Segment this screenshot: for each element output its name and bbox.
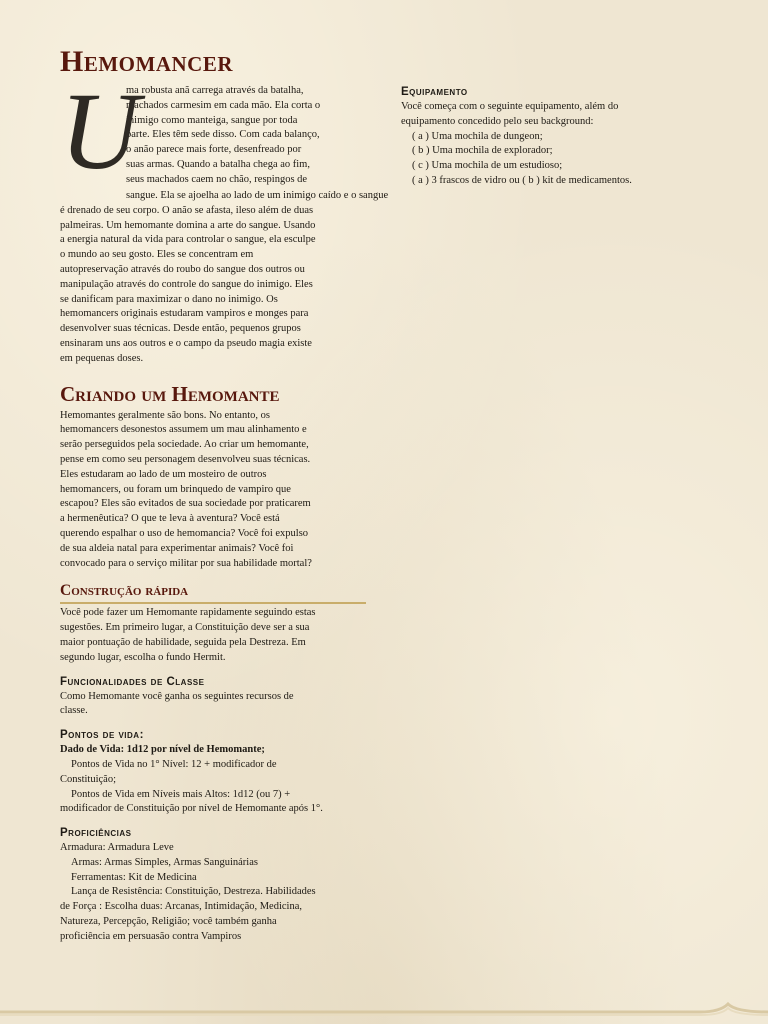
intro-rest-line: a energia natural da vida para controlar o sangue, ela esculpe — [60, 234, 316, 246]
intro-line: parte. Eles têm sede disso. Com cada balanço, — [126, 129, 320, 141]
dropcap-letter: U — [60, 70, 140, 192]
intro-rest-line: autopreservação através do roubo do sangue dos outros ou — [60, 263, 305, 275]
proficiencias-paragraph — [60, 841, 366, 945]
criando-line: Eles estudaram ao lado de um mosteiro de outros — [60, 468, 267, 480]
proficiencias-line: Armadura: Armadura Leve — [60, 842, 174, 854]
criando-line: hemomancers desonestos assumem um mau alinhamento e — [60, 424, 307, 436]
criando-line: querendo espalhar o uso de hemomancia? Você foi expulso — [60, 527, 309, 539]
intro-line: inimigo como manteiga, sangue por toda — [126, 114, 298, 126]
intro-line: o anão parece mais forte, desenfreado por — [126, 144, 302, 156]
intro-rest-line: se danificam para maximizar o dano no inimigo. Os — [60, 293, 278, 305]
criando-line: hemomancers, ou foram um brinquedo de vampiro que — [60, 483, 291, 495]
equipamento-line: ( a ) 3 frascos de vidro ou ( b ) kit de medicamentos. — [412, 174, 632, 186]
section-heading-pontos: Pontos de vida: — [60, 729, 144, 742]
criando-line: de sua aldeia natal para experimentar animais? Você foi — [60, 542, 294, 554]
proficiencias-line: proficiência em persuasão contra Vampiros — [60, 930, 242, 942]
section-heading-proficiencias: Proficiências — [60, 827, 132, 840]
funcionalidades-line: classe. — [60, 705, 88, 717]
criando-line: serão perseguidos pela sociedade. Ao criar um hemomante, — [60, 439, 309, 451]
intro-line: ma robusta anã carrega através da batalha, — [126, 85, 304, 96]
pontos-line: Pontos de Vida no 1° Nível: 12 + modificador de — [71, 758, 277, 770]
section-heading-construcao: Construção rápida — [60, 581, 366, 604]
criando-line: convocado para o serviço militar por sua habilidade mortal? — [60, 557, 312, 569]
hit-dice-line: Dado de Vida: 1d12 por nível de Hemomante; — [60, 744, 265, 756]
intro-rest-line: em pequenas doses. — [60, 352, 144, 364]
page-title: Hemomancer — [60, 45, 233, 78]
intro-line: seus machados caem no chão, respingos de — [126, 173, 308, 185]
equipamento-line: ( b ) Uma mochila de explorador; — [412, 145, 553, 157]
funcionalidades-paragraph — [60, 690, 366, 720]
proficiencias-line: Ferramentas: Kit de Medicina — [71, 871, 197, 883]
intro-rest-line: ensinaram uns aos outros e o campo da pseudo magia existe — [60, 337, 312, 349]
footer-ornament — [0, 1002, 768, 1010]
section-heading-equipamento: Equipamento — [401, 86, 468, 98]
intro-rest-line: o mundo ao seu gosto. Eles se concentram em — [60, 249, 254, 261]
proficiencias-line: de Força : Escolha duas: Arcanas, Intimidação, Medicina, — [60, 901, 303, 913]
right-column — [401, 84, 707, 189]
intro-rest-lines — [60, 189, 389, 367]
proficiencias-line: Lança de Resistência: Constituição, Destreza. Habilidades — [71, 886, 316, 898]
construcao-paragraph — [60, 606, 366, 665]
intro-rest-line: manipulação através do controle do sangue do inimigo. Eles — [60, 278, 313, 290]
equipamento-line: ( a ) Uma mochila de dungeon; — [412, 130, 543, 142]
construcao-line: sugestões. Em primeiro lugar, a Constituição deve ser a sua — [60, 622, 310, 634]
pontos-line: Pontos de Vida em Níveis mais Altos: 1d12 (ou 7) + — [71, 788, 291, 800]
footer-ornament-svg — [0, 1002, 768, 1022]
pontos-line: modificador de Constituição por nível de Hemomante após 1°. — [60, 803, 323, 815]
intro-line: machados carmesim em cada mão. Ela corta o — [126, 99, 321, 111]
proficiencias-line: Armas: Armas Simples, Armas Sanguinárias — [71, 856, 258, 868]
equipamento-line: ( c ) Uma mochila de um estudioso; — [412, 160, 563, 172]
section-heading-criando: Criando um Hemomante — [60, 381, 280, 406]
section-heading-funcionalidades: Funcionalidades de Classe — [60, 675, 205, 688]
construcao-line: segundo lugar, escolha o fundo Hermit. — [60, 651, 226, 663]
intro-rest-line: palmeiras. Um hemomante domina a arte do sangue. Usando — [60, 219, 316, 231]
criando-line: pense em como seu personagem desenvolveu suas técnicas. — [60, 453, 311, 465]
intro-paragraph — [60, 70, 389, 367]
equipamento-line: equipamento concedido pelo seu background: — [401, 115, 594, 127]
equipamento-line: Você começa com o seguinte equipamento, além do — [401, 101, 619, 112]
left-column — [60, 44, 389, 945]
intro-rest-line: desenvolver suas técnicas. Desde então, pequenos grupos — [60, 323, 301, 335]
funcionalidades-line: Como Hemomante você ganha os seguintes recursos de — [60, 690, 294, 702]
criando-paragraph — [60, 409, 366, 572]
intro-rest-line: hemomancers originais estudaram vampiros e monges para — [60, 308, 309, 320]
intro-line: suas armas. Quando a batalha chega ao fim, — [126, 158, 310, 170]
criando-line: Hemomantes geralmente são bons. No entanto, os — [60, 409, 270, 421]
criando-line: escapou? Eles são evitados de sua sociedade por praticarem — [60, 498, 311, 510]
intro-rest-line: é drenado de seu corpo. O anão se afasta, ileso além de duas — [60, 204, 314, 216]
pontos-paragraph — [60, 743, 366, 817]
construcao-line: Você pode fazer um Hemomante rapidamente seguindo estas — [60, 607, 316, 619]
pontos-line: Constituição; — [60, 773, 116, 785]
dropcap — [60, 70, 140, 192]
proficiencias-line: Natureza, Percepção, Religião; você também ganha — [60, 916, 277, 928]
construcao-line: maior pontuação de habilidade, seguida pela Destreza. Em — [60, 636, 306, 648]
equipamento-paragraph — [401, 100, 707, 189]
intro-rest-line: sangue. Ela se ajoelha ao lado de um inimigo caído e o sangue — [126, 190, 389, 201]
criando-line: a hermenêutica? O que te leva à aventura? Você está — [60, 513, 280, 525]
